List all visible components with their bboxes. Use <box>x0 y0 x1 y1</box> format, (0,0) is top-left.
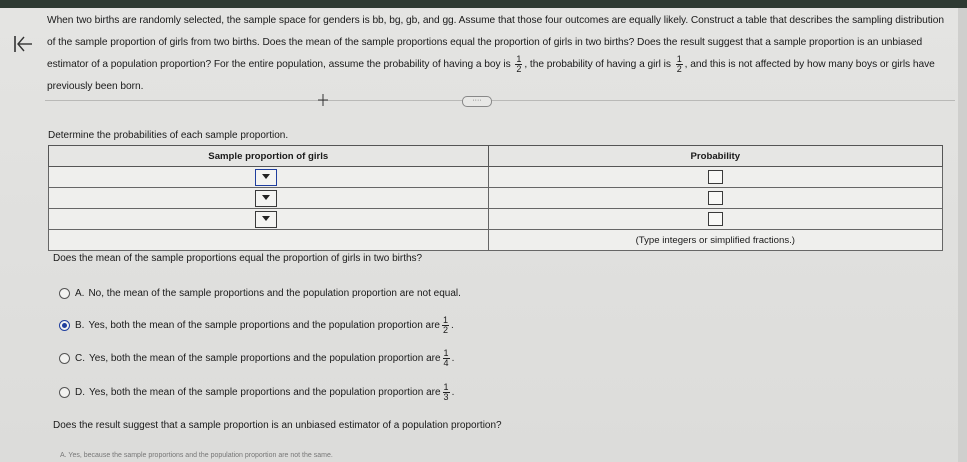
header-probability: Probability <box>488 146 942 167</box>
option-fraction <box>443 383 450 402</box>
top-bar <box>0 0 967 8</box>
table-row <box>49 209 943 230</box>
option-letter: C. <box>75 353 85 364</box>
table-row <box>49 167 943 188</box>
option-fraction <box>443 349 450 368</box>
fraction-numerator: 1 <box>516 53 522 64</box>
option-text: No, the mean of the sample proportions and the population proportion are not equal. <box>88 288 461 299</box>
fraction-numerator: 1 <box>443 348 449 358</box>
radio-button[interactable] <box>59 387 70 398</box>
fraction-denominator: 2 <box>443 325 449 335</box>
option-period: . <box>451 387 455 398</box>
sample-proportion-cell <box>49 188 489 209</box>
chevron-down-icon <box>262 195 270 200</box>
probability-cell <box>488 188 942 209</box>
option-text: Yes, both the mean of the sample proportions and the population proportion are <box>89 353 441 364</box>
radio-button[interactable] <box>59 288 70 299</box>
section-divider <box>45 100 955 101</box>
option-letter: B. <box>75 320 85 331</box>
table-row <box>49 188 943 209</box>
option-text: Yes, both the mean of the sample proportions and the population proportion are <box>88 320 440 331</box>
option-text: Yes, both the mean of the sample proportions and the population proportion are <box>89 387 441 398</box>
fraction-denominator: 3 <box>443 392 449 402</box>
intro-text-2: , the probability of having a girl is <box>524 59 671 70</box>
expand-handle[interactable]: ···· <box>462 96 492 107</box>
fraction-denominator: 2 <box>676 63 682 74</box>
option-letter: D. <box>75 387 85 398</box>
problem-statement <box>47 10 952 98</box>
intro-text-1: When two births are randomly selected, the sample space for genders is bb, bg, gb, and gg. Assume that those four outcomes are equally likely. Construct a table that describes the sampling distribution of the sample proportion of girls from two births. Does the mean of the sample proportions equal the proportion of girls in two births? Does the result suggest that a sample proportion is an unbiased estimator of a population proportion? For the entire population, assume the probability of having a boy is <box>47 15 944 70</box>
proportion-dropdown[interactable] <box>255 211 277 228</box>
option-letter: A. <box>75 288 85 299</box>
radio-button-selected[interactable] <box>59 320 70 331</box>
fraction-girl <box>676 55 683 74</box>
fraction-denominator: 4 <box>443 358 449 368</box>
table-hint-row <box>49 230 943 251</box>
probability-cell <box>488 209 942 230</box>
fraction-numerator: 1 <box>443 382 449 392</box>
option-d[interactable] <box>59 383 454 402</box>
mouse-cursor-icon <box>318 94 328 106</box>
table-header-row <box>49 146 943 167</box>
table-instruction: Determine the probabilities of each sample proportion. <box>48 130 289 141</box>
option-partial[interactable]: A. Yes, because the sample proportions and the population proportion are not the same. <box>60 452 333 459</box>
option-period: . <box>451 353 455 364</box>
sample-proportion-cell <box>49 167 489 188</box>
probability-table <box>48 145 943 251</box>
header-sample-proportion: Sample proportion of girls <box>49 146 489 167</box>
chevron-down-icon <box>262 174 270 179</box>
scrollbar[interactable] <box>958 8 967 462</box>
option-fraction <box>442 316 449 335</box>
fraction-denominator: 2 <box>516 63 522 74</box>
proportion-dropdown[interactable] <box>255 190 277 207</box>
fraction-numerator: 1 <box>676 53 682 64</box>
probability-cell <box>488 167 942 188</box>
probability-input[interactable] <box>708 170 723 184</box>
back-arrow-icon[interactable] <box>12 33 34 55</box>
option-b[interactable] <box>59 316 454 335</box>
sample-proportion-cell <box>49 209 489 230</box>
probability-input[interactable] <box>708 191 723 205</box>
probability-input[interactable] <box>708 212 723 226</box>
radio-button[interactable] <box>59 353 70 364</box>
question-unbiased: Does the result suggest that a sample proportion is an unbiased estimator of a population proportion? <box>53 420 502 431</box>
option-a[interactable] <box>59 288 461 299</box>
option-period: . <box>451 320 454 331</box>
intro-text-3: , and this is not affected by how many boys or girls have previously been born. <box>47 59 935 92</box>
hint-cell <box>488 230 942 251</box>
proportion-dropdown[interactable] <box>255 169 277 186</box>
question-mean: Does the mean of the sample proportions equal the proportion of girls in two births? <box>53 253 423 264</box>
empty-cell <box>49 230 489 251</box>
chevron-down-icon <box>262 216 270 221</box>
fraction-boy <box>515 55 522 74</box>
input-hint: (Type integers or simplified fractions.) <box>635 234 795 246</box>
option-c[interactable] <box>59 349 454 368</box>
fraction-numerator: 1 <box>443 315 449 325</box>
